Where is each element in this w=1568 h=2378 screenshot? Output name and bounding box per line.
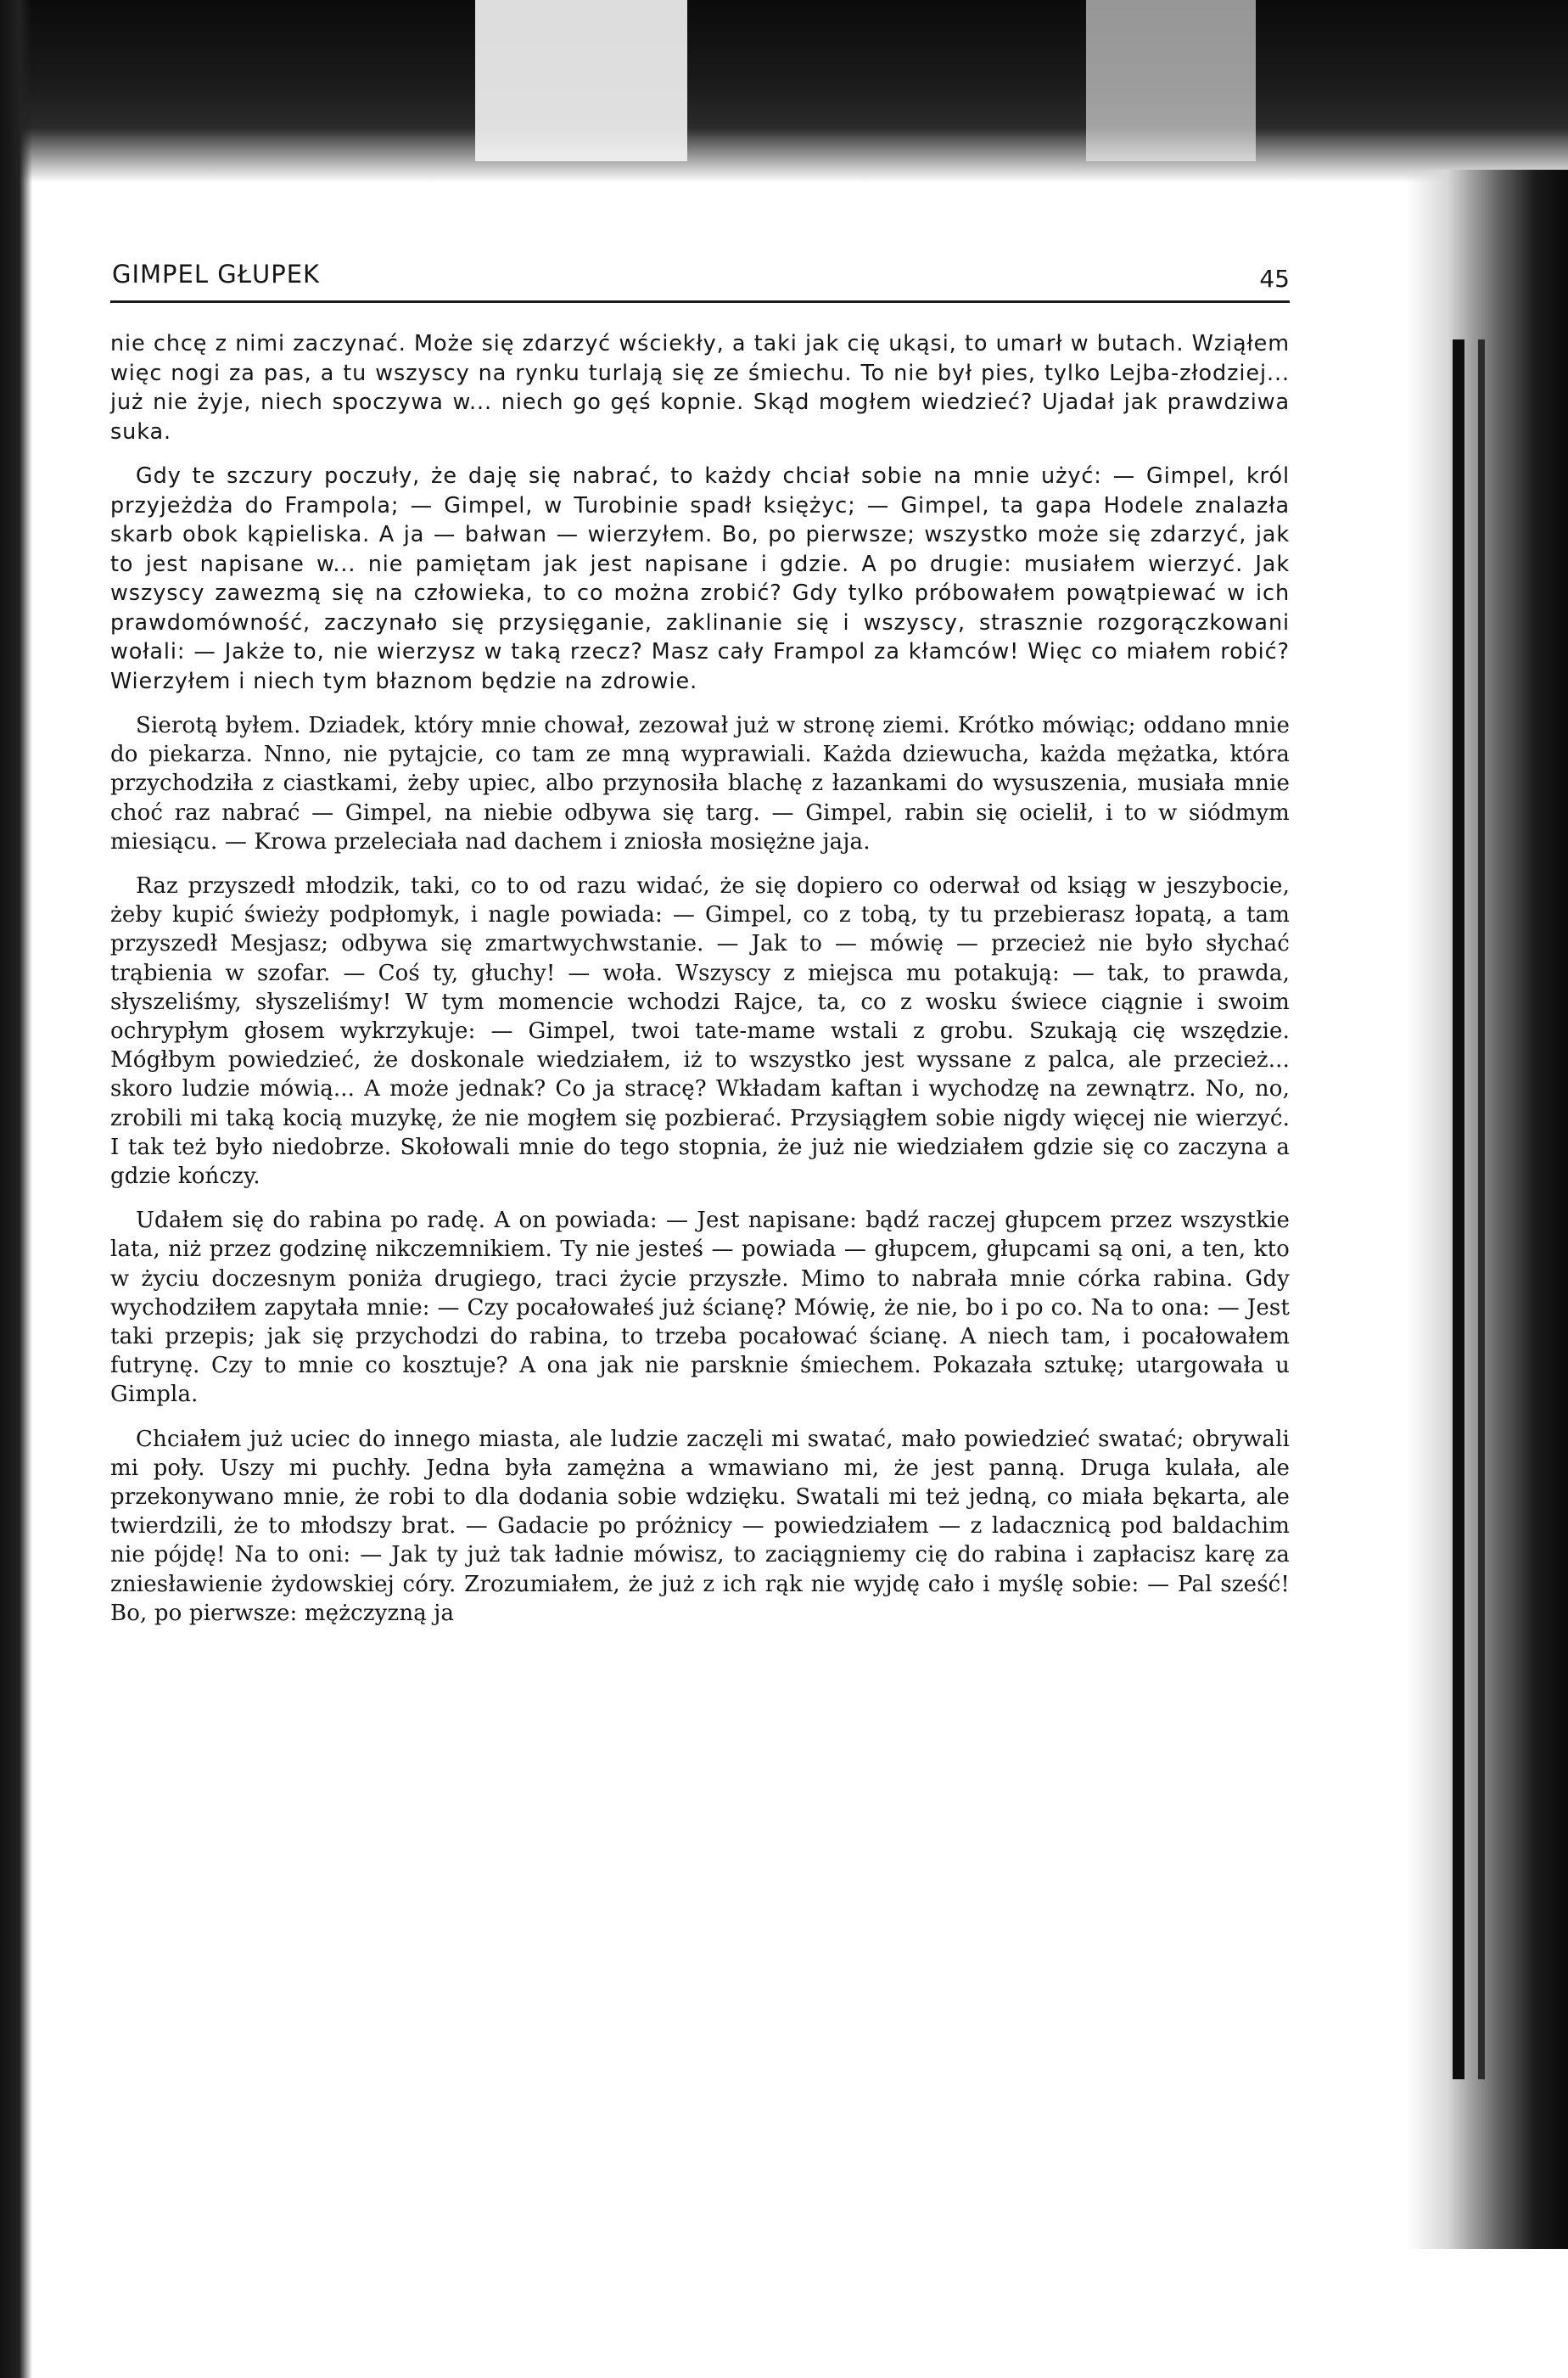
body-text [110, 329, 1290, 1643]
scan-top-shadow [0, 0, 1568, 182]
page-number: 45 [1259, 265, 1290, 293]
paragraph-4: Raz przyszedł młodzik, taki, co to od razu widać, że się dopiero co oderwał od ksiąg w jeszybocie, żeby kupić świeży podpłomyk, i nagle powiada: — Gimpel, co z tobą, ty tu przebierasz łopatą, a tam przyszedł Mesjasz; odbywa się zmartwychwstanie. — Jak to — mówię — przecież nie było słychać trąbienia w szofar. — Coś ty, głuchy! — woła. Wszyscy z miejsca mu potakują: — tak, to prawda, słyszeliśmy, słyszeliśmy! W tym momencie wchodzi Rajce, ta, co z wosku świece ciągnie i swoim ochrypłym głosem wykrzykuje: — Gimpel, twoi tate-mame wstali z grobu. Szukają cię wszędzie. Mógłbym powiedzieć, że doskonale wiedziałem, iż to wszystko jest wyssane z palca, ale przecież... skoro ludzie mówią... A może jednak? Co ja stracę? Wkładam kaftan i wychodzę na zewnątrz. No, no, zrobili mi taką kocią muzykę, że nie mogłem się pozbierać. Przysiągłem sobie nigdy więcej nie wierzyć. I tak też było niedobrze. Skołowali mnie do tego stopnia, że już nie wiedziałem gdzie się co zaczyna a gdzie kończy. [110, 873, 1290, 1190]
running-title: GIMPEL GŁUPEK [112, 260, 321, 289]
scan-top-highlight-right [1086, 0, 1256, 161]
paragraph-3: Sierotą byłem. Dziadek, który mnie chował, zezował już w stronę ziemi. Krótko mówiąc; oddano mnie do piekarza. Nnno, nie pytajcie, co tam ze mną wyprawiali. Każda dziewucha, każda mężatka, która przychodziła z ciastkami, żeby upiec, albo przynosiła blachę z łazankami do wysuszenia, musiała mnie choć raz nabrać — Gimpel, na niebie odbywa się targ. — Gimpel, rabin się ocielił, i to w siódmym miesiącu. — Krowa przeleciała nad dachem i zniosła mosiężne jaja. [110, 713, 1290, 855]
running-head [110, 250, 1290, 303]
scan-top-highlight [475, 0, 687, 161]
scan-right-page-stack [1453, 339, 1464, 2079]
scan-right-page-stack-2 [1478, 339, 1485, 2079]
scan-left-edge [0, 0, 32, 2378]
paragraph-2: Gdy te szczury poczuły, że daję się nabrać, to każdy chciał sobie na mnie użyć: — Gimpel, król przyjeżdża do Frampola; — Gimpel, w Turobinie spadł księżyc; — Gimpel, ta gapa Hodele znalazła skarb obok kąpieliska. A ja — bałwan — wierzyłem. Bo, po pierwsze; wszystko może się zdarzyć, jak to jest napisane w... nie pamiętam jak jest napisane i gdzie. A po drugie: musiałem wierzyć. Jak wszyscy zawezmą się na człowieka, to co można zrobić? Gdy tylko próbowałem powątpiewać w ich prawdomówność, zaczynało się przysięganie, zaklinanie się i wszyscy, strasznie rozgorączkowani wołali: — Jakże to, nie wierzysz w taką rzecz? Masz cały Frampol za kłamców! Więc co miałem robić? Wierzyłem i niech tym błaznom będzie na zdrowie. [110, 463, 1290, 694]
paragraph-5: Udałem się do rabina po radę. A on powiada: — Jest napisane: bądź raczej głupcem przez wszystkie lata, niż przez godzinę nikczemnikiem. Ty nie jesteś — powiada — głupcem, głupcami są oni, a ten, kto w życiu doczesnym poniża drugiego, traci życie przyszłe. Mimo to nabrała mnie córka rabina. Gdy wychodziłem zapytała mnie: — Czy pocałowałeś już ścianę? Mówię, że nie, bo i po co. Na to ona: — Jest taki przepis; jak się przychodzi do rabina, to trzeba pocałować ścianę. A niech tam, i pocałowałem futrynę. Czy to mnie co kosztuje? A ona jak nie parsknie śmiechem. Pokazała sztukę; utargowała u Gimpla. [110, 1208, 1290, 1408]
paragraph-6: Chciałem już uciec do innego miasta, ale ludzie zaczęli mi swatać, mało powiedzieć swatać; obrywali mi poły. Uszy mi puchły. Jedna była zamężna a wmawiano mi, że jest panną. Druga kulała, ale przekonywano mnie, że robi to dla dodania sobie wdzięku. Swatali mi też jedną, co miała bękarta, ale twierdzili, że to młodszy brat. — Gadacie po próżnicy — powiedziałem — z ladacznicą pod baldachim nie pójdę! Na to oni: — Jak ty już tak ładnie mówisz, to zaciągniemy cię do rabina i zapłacisz karę za zniesławienie żydowskiej córy. Zrozumiałem, że już z ich rąk nie wyjdę cało i myślę sobie: — Pal sześć! Bo, po pierwsze: mężczyzną ja [110, 1426, 1290, 1626]
paragraph-1: nie chcę z nimi zaczynać. Może się zdarzyć wściekły, a taki jak cię ukąsi, to umarł w butach. Wziąłem więc nogi za pas, a tu wszyscy na rynku turlają się ze śmiechu. To nie był pies, tylko Lejba-złodziej... już nie żyje, niech spoczywa w... niech go gęś kopnie. Skąd mogłem wiedzieć? Ujadał jak prawdziwa suka. [110, 331, 1290, 445]
book-page [110, 229, 1290, 2283]
scan-right-edge [1407, 170, 1568, 2249]
